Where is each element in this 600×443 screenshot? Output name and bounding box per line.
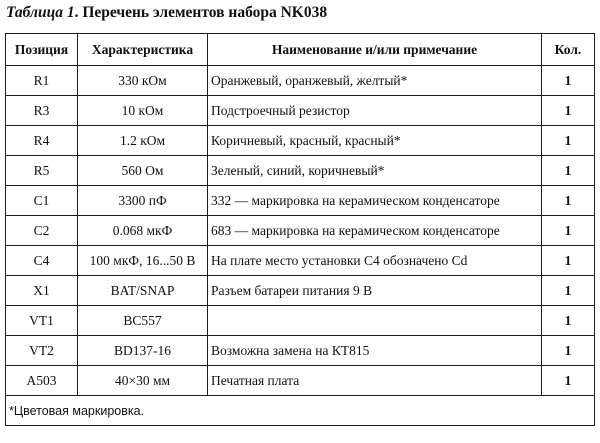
header-qty: Кол. — [542, 34, 595, 66]
header-position: Позиция — [6, 34, 78, 66]
cell-position: R5 — [6, 156, 78, 186]
cell-position: A503 — [6, 366, 78, 396]
table-row — [6, 336, 595, 366]
cell-note: Зеленый, синий, коричневый* — [208, 156, 542, 186]
cell-note: Печатная плата — [208, 366, 542, 396]
cell-position: R1 — [6, 66, 78, 96]
cell-note: На плате место установки C4 обозначено Cd — [208, 246, 542, 276]
cell-note: 332 — маркировка на керамическом конденсаторе — [208, 186, 542, 216]
cell-qty: 1 — [542, 366, 595, 396]
table-caption-label: Таблица 1 — [6, 4, 75, 21]
cell-qty: 1 — [542, 186, 595, 216]
header-row — [6, 34, 595, 66]
cell-note: Коричневый, красный, красный* — [208, 126, 542, 156]
table-row — [6, 366, 595, 396]
cell-qty: 1 — [542, 336, 595, 366]
cell-characteristic: 3300 пФ — [78, 186, 208, 216]
cell-characteristic: BC557 — [78, 306, 208, 336]
cell-qty: 1 — [542, 306, 595, 336]
cell-qty: 1 — [542, 276, 595, 306]
cell-note: Оранжевый, оранжевый, желтый* — [208, 66, 542, 96]
cell-qty: 1 — [542, 126, 595, 156]
cell-characteristic: 330 кОм — [78, 66, 208, 96]
table-row — [6, 216, 595, 246]
cell-qty: 1 — [542, 96, 595, 126]
table-row — [6, 246, 595, 276]
table-caption-text: . Перечень элементов набора NK038 — [74, 4, 328, 21]
cell-characteristic: 1.2 кОм — [78, 126, 208, 156]
cell-characteristic: BAT/SNAP — [78, 276, 208, 306]
cell-qty: 1 — [542, 156, 595, 186]
cell-qty: 1 — [542, 66, 595, 96]
table-row — [6, 306, 595, 336]
cell-note — [208, 306, 542, 336]
table-row — [6, 186, 595, 216]
table-row — [6, 156, 595, 186]
cell-characteristic: 0.068 мкФ — [78, 216, 208, 246]
header-name-note: Наименование и/или примечание — [208, 34, 542, 66]
cell-note: Возможна замена на КТ815 — [208, 336, 542, 366]
cell-position: R4 — [6, 126, 78, 156]
cell-characteristic: 10 кОм — [78, 96, 208, 126]
cell-position: R3 — [6, 96, 78, 126]
elements-table — [5, 33, 595, 426]
footnote-row — [6, 396, 595, 426]
table-caption — [6, 4, 327, 22]
cell-position: VT1 — [6, 306, 78, 336]
cell-position: C1 — [6, 186, 78, 216]
cell-position: C2 — [6, 216, 78, 246]
cell-note: Разъем батареи питания 9 В — [208, 276, 542, 306]
cell-characteristic: 560 Ом — [78, 156, 208, 186]
cell-position: C4 — [6, 246, 78, 276]
cell-position: VT2 — [6, 336, 78, 366]
table-row — [6, 66, 595, 96]
table-row — [6, 276, 595, 306]
cell-note: 683 — маркировка на керамическом конденсаторе — [208, 216, 542, 246]
header-characteristic: Характеристика — [78, 34, 208, 66]
table-row — [6, 96, 595, 126]
cell-characteristic: 40×30 мм — [78, 366, 208, 396]
cell-position: X1 — [6, 276, 78, 306]
footnote: *Цветовая маркировка. — [6, 396, 595, 426]
table-row — [6, 126, 595, 156]
cell-qty: 1 — [542, 216, 595, 246]
cell-note: Подстроечный резистор — [208, 96, 542, 126]
cell-qty: 1 — [542, 246, 595, 276]
cell-characteristic: 100 мкФ, 16...50 В — [78, 246, 208, 276]
cell-characteristic: BD137-16 — [78, 336, 208, 366]
